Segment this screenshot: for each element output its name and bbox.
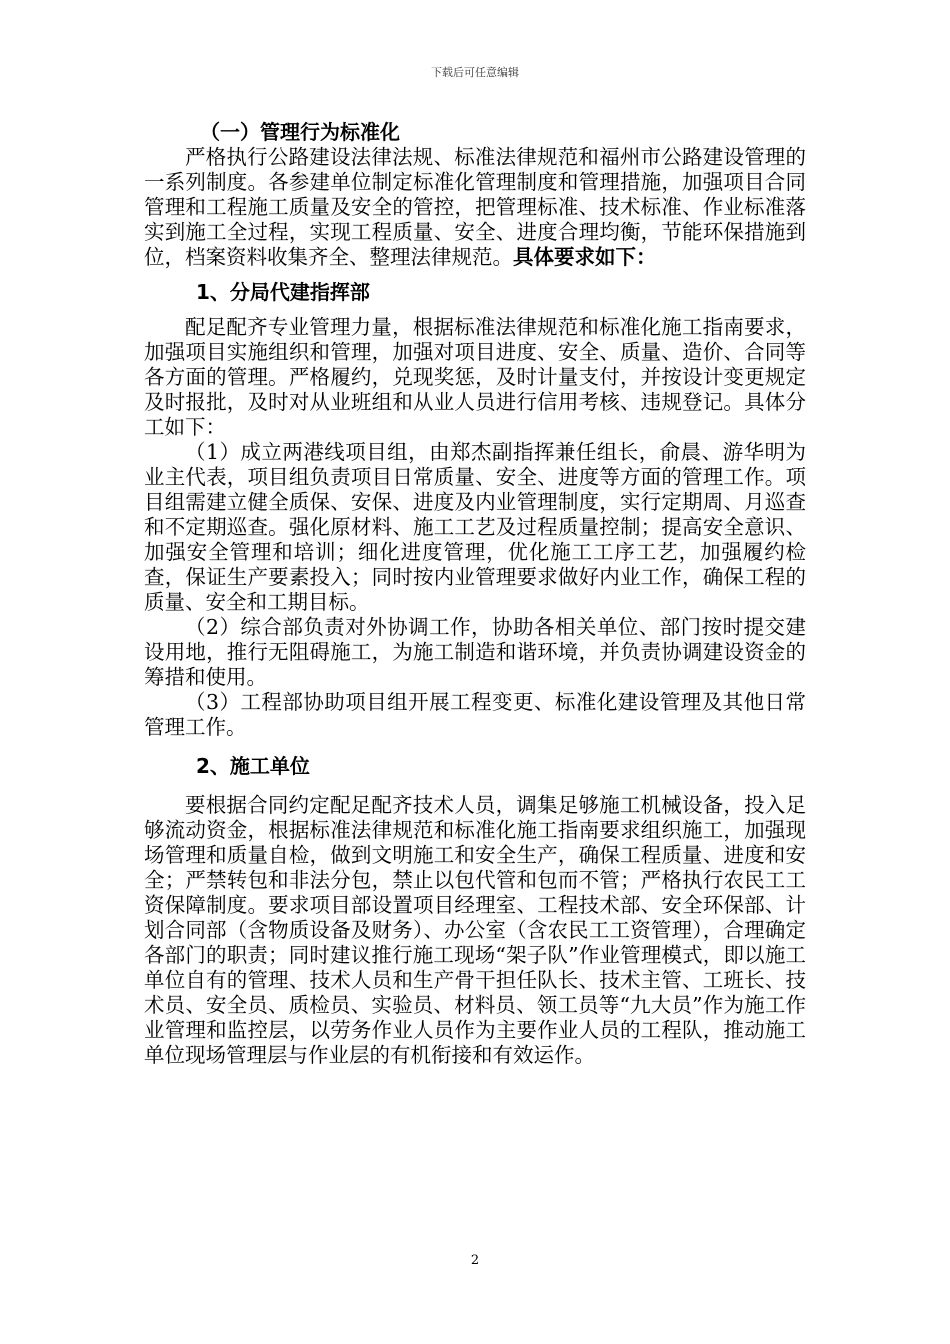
intro-bold-tail: 具体要求如下： [513, 245, 657, 269]
document-body [144, 120, 806, 1068]
page-header: 下载后可任意编辑 [431, 66, 519, 79]
subsection-heading-2: 2、施工单位 [196, 754, 310, 778]
section-title: （一）管理行为标准化 [200, 120, 400, 144]
intro-text: 严格执行公路建设法律法规、标准法律规范和福州市公路建设管理的一系列制度。各参建单位制定标准化管理制度和管理措施，加强项目合同管理和工程施工质量及安全的管控，把管理标准、技术标准、作业标准落实到施工全过程，实现工程质量、安全、进度合理均衡，节能环保措施到位，档案资料收集齐全、整理法律规范。 [144, 145, 806, 269]
subsection-1-item-2: （2）综合部负责对外协调工作，协助各相关单位、部门按时提交建设用地，推行无阻碍施工，为施工制造和谐环境，并负责协调建设资金的筹措和使用。 [144, 615, 806, 689]
subsection-1-item-3: （3）工程部协助项目组开展工程变更、标准化建设管理及其他日常管理工作。 [144, 690, 806, 739]
subsection-1-paragraph: 配足配齐专业管理力量，根据标准法律规范和标准化施工指南要求，加强项目实施组织和管理，加强对项目进度、安全、质量、造价、合同等各方面的管理。严格履约，兑现奖惩，及时计量支付，并按设计变更规定及时报批，及时对从业班组和从业人员进行信用考核、违规登记。具体分工如下： [144, 315, 806, 439]
subsection-1-item-1: （1）成立两港线项目组，由郑杰副指挥兼任组长，俞晨、游华明为业主代表，项目组负责项目日常质量、安全、进度等方面的管理工作。项目组需建立健全质保、安保、进度及内业管理制度，实行定期周、月巡查和不定期巡查。强化原材料、施工工艺及过程质量控制；提高安全意识、加强安全管理和培训；细化进度管理，优化施工工序工艺，加强履约检查，保证生产要素投入；同时按内业管理要求做好内业工作，确保工程的质量、安全和工期目标。 [144, 440, 806, 614]
page-number: 2 [470, 1253, 480, 1268]
subsection-heading-1: 1、分局代建指挥部 [196, 280, 370, 304]
subsection-2-paragraph: 要根据合同约定配足配齐技术人员，调集足够施工机械设备，投入足够流动资金，根据标准法律规范和标准化施工指南要求组织施工，加强现场管理和质量自检，做到文明施工和安全生产，确保工程质量、进度和安全；严禁转包和非法分包，禁止以包代管和包而不管；严格执行农民工工资保障制度。要求项目部设置项目经理室、工程技术部、安全环保部、计划合同部（含物质设备及财务）、办公室（含农民工工资管理），合理确定各部门的职责；同时建议推行施工现场“架子队”作业管理模式，即以施工单位自有的管理、技术人员和生产骨干担任队长、技术主管、工班长、技术员、安全员、质检员、实验员、材料员、领工员等“九大员”作为施工作业管理和监控层，以劳务作业人员作为主要作业人员的工程队，推动施工单位现场管理层与作业层的有机衔接和有效运作。 [144, 793, 806, 1067]
intro-paragraph [144, 145, 806, 270]
